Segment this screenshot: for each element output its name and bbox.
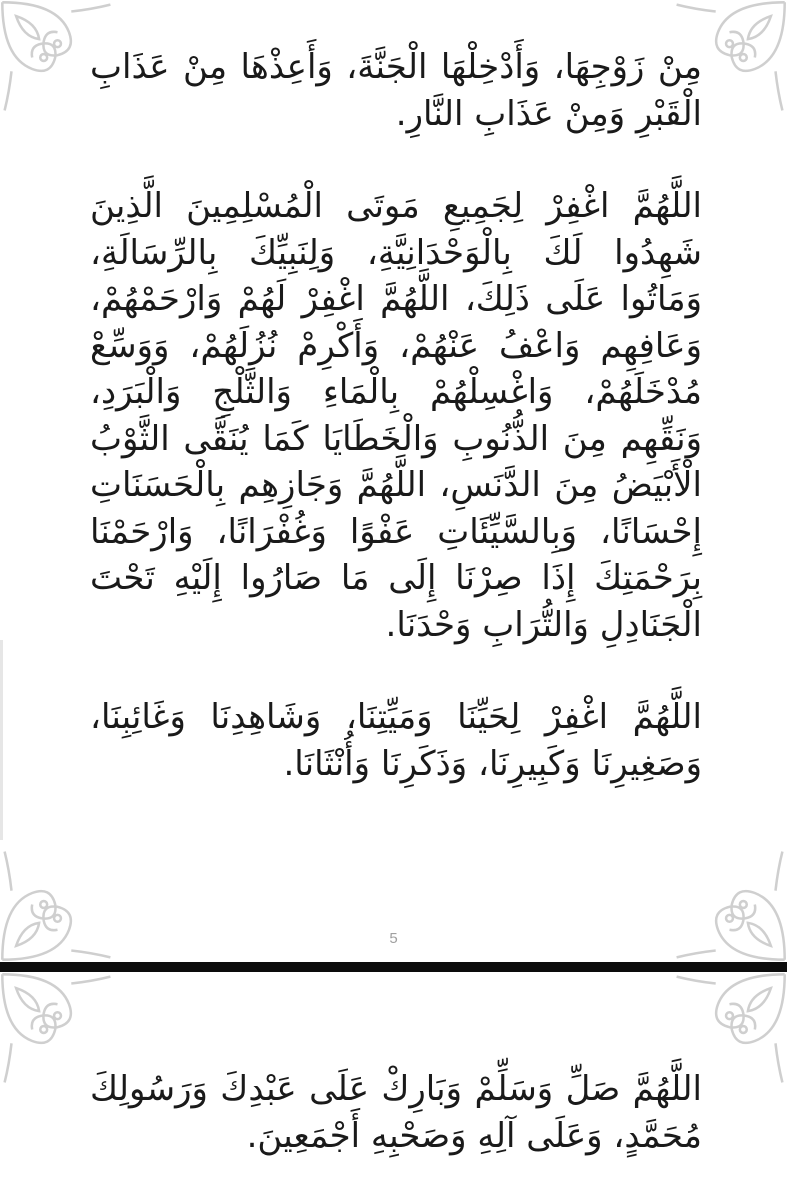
page-separator: [0, 962, 787, 972]
page-5-text: [90, 44, 702, 787]
prayer-paragraph: اللَّهُمَّ اغْفِرْ لِحَيِّنَا وَمَيِّتِنَا، وَشَاهِدِنَا وَغَائِبِنَا، وَصَغِيرِنَا وَكَبِيرِنَا، وَذَكَرِنَا وَأُنْثَانَا.: [90, 697, 702, 784]
page-edge-shadow: [0, 640, 3, 840]
prayer-paragraph: اللَّهُمَّ صَلِّ وَسَلِّمْ وَبَارِكْ عَلَى عَبْدِكَ وَرَسُولِكَ مُحَمَّدٍ، وَعَلَى آلِهِ وَصَحْبِهِ أَجْمَعِينَ.: [90, 1069, 702, 1156]
page-6-text: [90, 1066, 702, 1159]
prayer-paragraph: اللَّهُمَّ اغْفِرْ لِجَمِيعِ مَوتَى الْمُسْلِمِينَ الَّذِينَ شَهِدُوا لَكَ بِالْوَحْدَانِيَّةِ، وَلِنَبِيِّكَ بِالرِّسَالَةِ، وَمَاتُوا عَلَى ذَلِكَ، اللَّهُمَّ اغْفِرْ لَهُمْ وَارْحَمْهُمْ، وَعَافِهِم وَاعْفُ عَنْهُمْ، وَأَكْرِمْ نُزُلَهُمْ، وَوَسِّعْ مُدْخَلَهُمْ، وَاغْسِلْهُمْ بِالْمَاءِ وَالثَّلْجِ وَالْبَرَدِ، وَنَقِّهِم مِنَ الذُّنُوبِ وَالْخَطَايَا كَمَا يُنَقَّى الثَّوْبُ الْأَبْيَضُ مِنَ الدَّنَسِ، اللَّهُمَّ وَجَازِهِم بِالْحَسَنَاتِ إِحْسَانًا، وَبِالسَّيِّئَاتِ عَفْوًا وَغُفْرَانًا، وَارْحَمْنَا بِرَحْمَتِكَ إِذَا صِرْنَا إِلَى مَا صَارُوا إِلَيْهِ تَحْتَ الْجَنَادِلِ وَالتُّرَابِ وَحْدَنَا.: [90, 186, 702, 645]
prayer-paragraph: مِنْ زَوْجِهَا، وَأَدْخِلْهَا الْجَنَّةَ، وَأَعِذْهَا مِنْ عَذَابِ الْقَبْرِ وَمِنْ عَذَابِ النَّارِ.: [90, 47, 702, 134]
page-6: [0, 972, 787, 1200]
page-number: 5: [389, 930, 398, 947]
